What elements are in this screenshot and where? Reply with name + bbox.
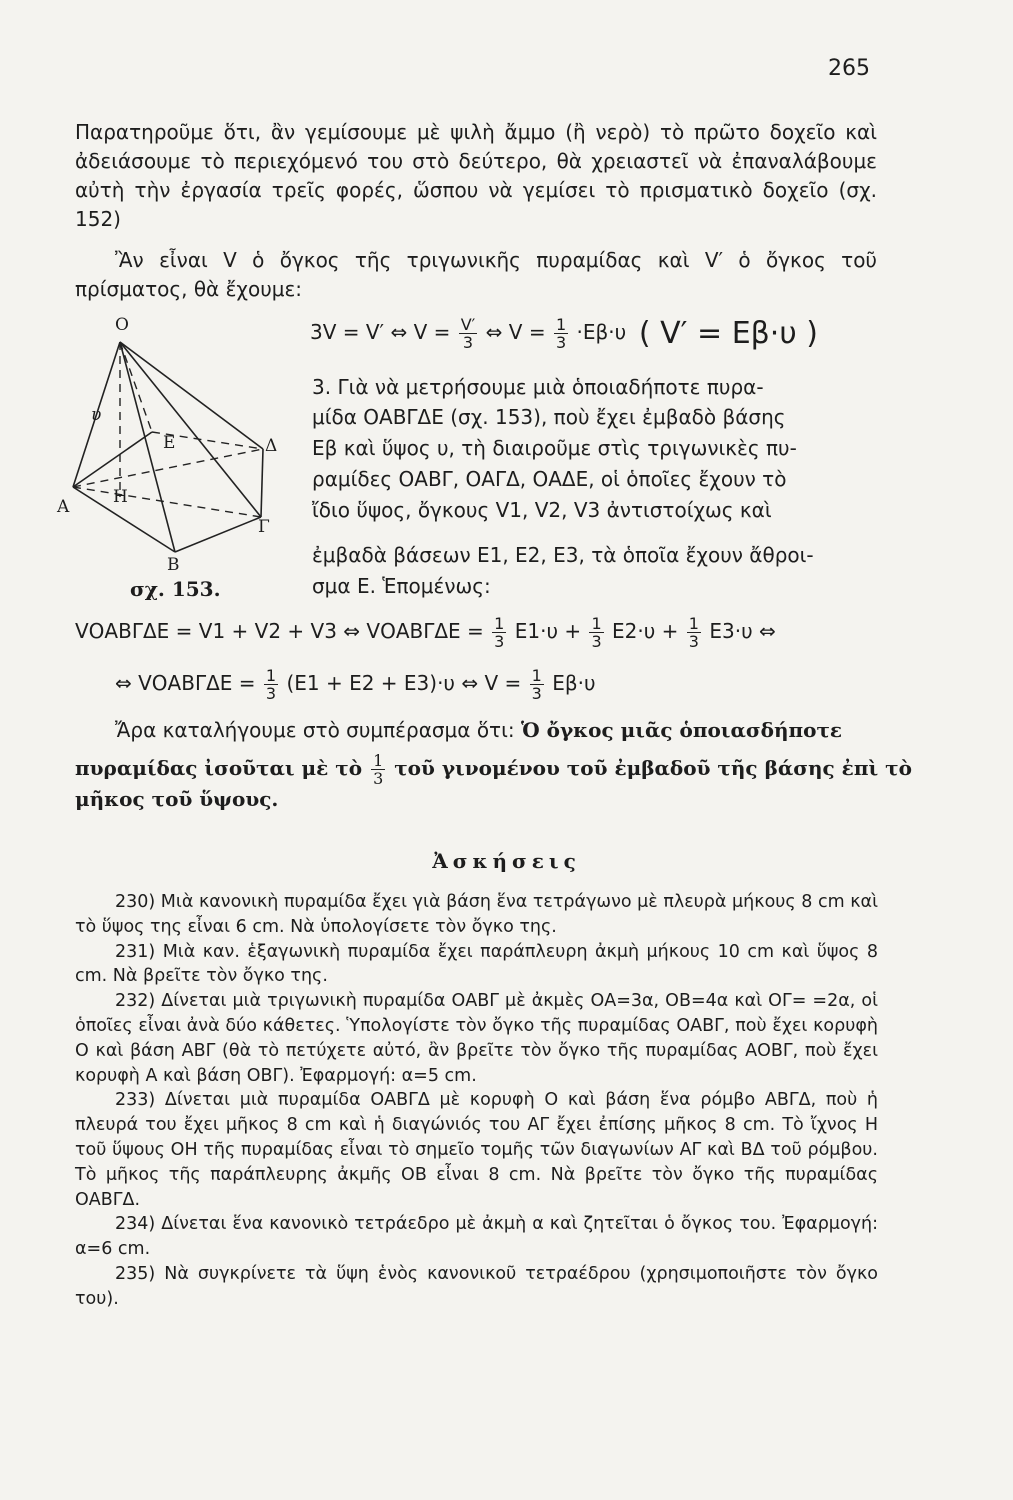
label-G: Γ (258, 517, 270, 537)
formula-part: (E1 + E2 + E3)·υ ⇔ V = (286, 671, 522, 695)
formula-part: E2·υ + (612, 619, 679, 643)
fraction-numerator: 1 (531, 666, 542, 685)
exercises-heading: Ἀσκήσεις (432, 849, 581, 873)
label-O: Ο (115, 315, 129, 335)
fraction-numerator: 1 (688, 614, 699, 633)
fraction (554, 316, 568, 351)
label-height: υ (91, 405, 102, 425)
intro-paragraph: Παρατηροῦμε ὅτι, ἂν γεμίσουμε μὲ ψιλὴ ἄμμο (ἢ νερὸ) τὸ πρῶτο δοχεῖο καὶ ἀδειάσουμε τὸ περιεχόμενό του στὸ δεύτερο, θὰ χρειαστεῖ νὰ ἐπαναλάβουμε αὐτὴ τὴν ἐργασία τρεῖς φορές, ὥσπου νὰ γεμίσει τὸ πρισματικὸ δοχεῖο (σχ. 152) (75, 120, 877, 231)
exercise-230: 230) Μιὰ κανονικὴ πυραμίδα ἔχει γιὰ βάση ἕνα τετράγωνο μὲ πλευρὰ μήκους 8 cm καὶ τὸ ὕψος της εἶναι 6 cm. Νὰ ὑπολογίσετε τὸν ὄγκο της. (75, 892, 878, 937)
fraction-numerator: 1 (265, 666, 277, 685)
exercise-233: 233) Δίνεται μιὰ πυραμίδα ΟΑΒΓΔ μὲ κορυφὴ Ο καὶ βάση ἕνα ρόμβο ΑΒΓΔ, ποὺ ἡ πλευρά του ἔχει μῆκος 8 cm καὶ ἡ διαγώνιός του ΑΓ ἔχει ἐπίσης μῆκος 8 cm. Τὸ ἴχνος Η τοῦ ὕψους ΟΗ τῆς πυραμίδας εἶναι τὸ σημεῖο τομῆς τῶν διαγωνίων ΑΓ καὶ ΒΔ τοῦ ρόμβου. Τὸ μῆκος τῆς παράπλευρης ἀκμῆς ΟΒ εἶναι 8 cm. Νὰ βρεῖτε τὸν ὄγκο τῆς πυραμίδας ΟΑΒΓΔ. (75, 1090, 878, 1210)
fraction (530, 667, 544, 702)
fraction-denominator: 3 (555, 333, 567, 352)
fraction (371, 752, 385, 787)
edge-BG (175, 517, 261, 552)
fraction-denominator: 3 (265, 684, 277, 703)
fraction-numerator: 1 (494, 614, 505, 633)
conclusion-line-1 (115, 718, 842, 742)
page-number: 265 (828, 56, 870, 81)
conclusion-lead: Ἄρα καταλήγουμε στὸ συμπέρασμα ὅτι: (115, 718, 515, 742)
conclusion-line-3: μῆκος τοῦ ὕψους. (75, 787, 279, 811)
label-H: Η (113, 487, 128, 507)
formula-total-volume (115, 667, 596, 702)
fraction-denominator: 3 (531, 684, 542, 703)
figure-caption: σχ. 153. (130, 577, 221, 601)
formula-part: ⇔ VΟΑΒΓΔΕ = (115, 671, 256, 695)
item3-line: 3. Γιὰ νὰ μετρήσουμε μιὰ ὁποιαδήποτε πυρα- (312, 375, 764, 399)
fraction (459, 316, 478, 351)
edge-AE (73, 432, 152, 487)
conclusion-bold: Ὁ ὄγκος μιᾶς ὁποιασδήποτε (520, 718, 843, 742)
formula-prism-relation (310, 316, 818, 351)
formula-part: 3V = V′ ⇔ V = (310, 320, 451, 344)
label-A: Α (57, 497, 70, 517)
fraction (687, 615, 701, 650)
item3-line: μίδα ΟΑΒΓΔΕ (σχ. 153), ποὺ ἔχει ἐμβαδὸ βάσης (312, 405, 786, 429)
formula-part: E1·υ + (514, 619, 582, 643)
formula-part: Eβ·υ (552, 671, 596, 695)
exercise-235: 235) Νὰ συγκρίνετε τὰ ὕψη ἑνὸς κανονικοῦ τετραέδρου (χρησιμοποιῆστε τὸν ὄγκο του). (75, 1263, 878, 1309)
conclusion-bold: πυραμίδας ἰσοῦται μὲ τὸ (75, 756, 363, 780)
item3-line: σμα Ε. Ἑπομένως: (312, 574, 491, 598)
label-B: Β (167, 555, 180, 575)
conclusion-line-2 (75, 752, 912, 787)
fraction (589, 615, 603, 650)
item3-line: ἴδιο ὕψος, ὄγκους V1, V2, V3 ἀντιστοίχως καὶ (312, 498, 772, 522)
fraction (492, 615, 506, 650)
exercise-231: 231) Μιὰ καν. ἑξαγωνικὴ πυραμίδα ἔχει παράπλευρη ἀκμὴ μήκους 10 cm καὶ ὕψος 8 cm. Νὰ βρεῖτε τὸν ὄγκο της. (75, 941, 878, 987)
fraction-denominator: 3 (591, 632, 602, 651)
conclusion-bold: τοῦ γινομένου τοῦ ἐμβαδοῦ τῆς βάσης ἐπὶ τὸ (394, 756, 912, 780)
fraction-denominator: 3 (688, 632, 699, 651)
formula-part: ⇔ V = (485, 320, 546, 344)
fraction-numerator: V′ (460, 315, 476, 334)
fraction-numerator: 1 (555, 315, 567, 334)
formula-part: VΟΑΒΓΔΕ = V1 + V2 + V3 ⇔ VΟΑΒΓΔΕ = (75, 619, 484, 643)
fraction-numerator: 1 (373, 751, 384, 770)
exercises-list (75, 890, 878, 1312)
label-D: Δ (265, 436, 278, 456)
formula-part: ·Eβ·υ (576, 320, 627, 344)
edge-OD (120, 342, 263, 449)
fraction-denominator: 3 (373, 769, 384, 788)
volume-intro: Ἂν εἶναι V ὁ ὄγκος τῆς τριγωνικῆς πυραμίδας καὶ V′ ὁ ὄγκος τοῦ πρίσματος, θὰ ἔχουμε: (75, 248, 877, 301)
item3-line: ἐμβαδὰ βάσεων E1, E2, E3, τὰ ὁποῖα ἔχουν ἄθροι- (312, 543, 814, 567)
formula-paren: ( V′ = Eβ·υ ) (638, 316, 818, 351)
item3-line: ραμίδες ΟΑΒΓ, ΟΑΓΔ, ΟΑΔΕ, οἱ ὁποῖες ἔχουν τὸ (312, 467, 787, 491)
exercise-234: 234) Δίνεται ἕνα κανονικὸ τετράεδρο μὲ ἀκμὴ α καὶ ζητεῖται ὁ ὄγκος του. Ἐφαρμογή: α=6 cm. (75, 1214, 878, 1260)
formula-part: E3·υ ⇔ (709, 619, 776, 643)
edge-OE (120, 342, 152, 432)
item3-line: Eβ καὶ ὕψος υ, τὴ διαιροῦμε στὶς τριγωνικὲς πυ- (312, 436, 797, 460)
fraction-numerator: 1 (591, 614, 602, 633)
fraction-denominator: 3 (462, 333, 474, 352)
fraction (264, 667, 278, 702)
edge-OG (120, 342, 261, 517)
formula-sum-volumes (75, 615, 776, 650)
pyramid-figure (55, 312, 285, 582)
edge-GD (261, 449, 263, 517)
exercise-232: 232) Δίνεται μιὰ τριγωνικὴ πυραμίδα ΟΑΒΓ μὲ ἀκμὲς ΟΑ=3α, ΟΒ=4α καὶ ΟΓ= =2α, οἱ ὁποῖες εἶναι ἀνὰ δύο κάθετες. Ὑπολογίστε τὸν ὄγκο τῆς πυραμίδας ΟΑΒΓ, ποὺ ἔχει κορυφὴ Ο καὶ βάση ΑΒΓ (θὰ τὸ πετύχετε αὐτό, ἂν βρεῖτε τὸν ὄγκο τῆς πυραμίδας ΑΟΒΓ, ποὺ ἔχει κορυφὴ Α καὶ βάση ΟΒΓ). Ἐφαρμογή: α=5 cm. (75, 991, 878, 1086)
fraction-denominator: 3 (494, 632, 505, 651)
label-E: Ε (163, 433, 176, 453)
diag-AG (73, 487, 261, 517)
